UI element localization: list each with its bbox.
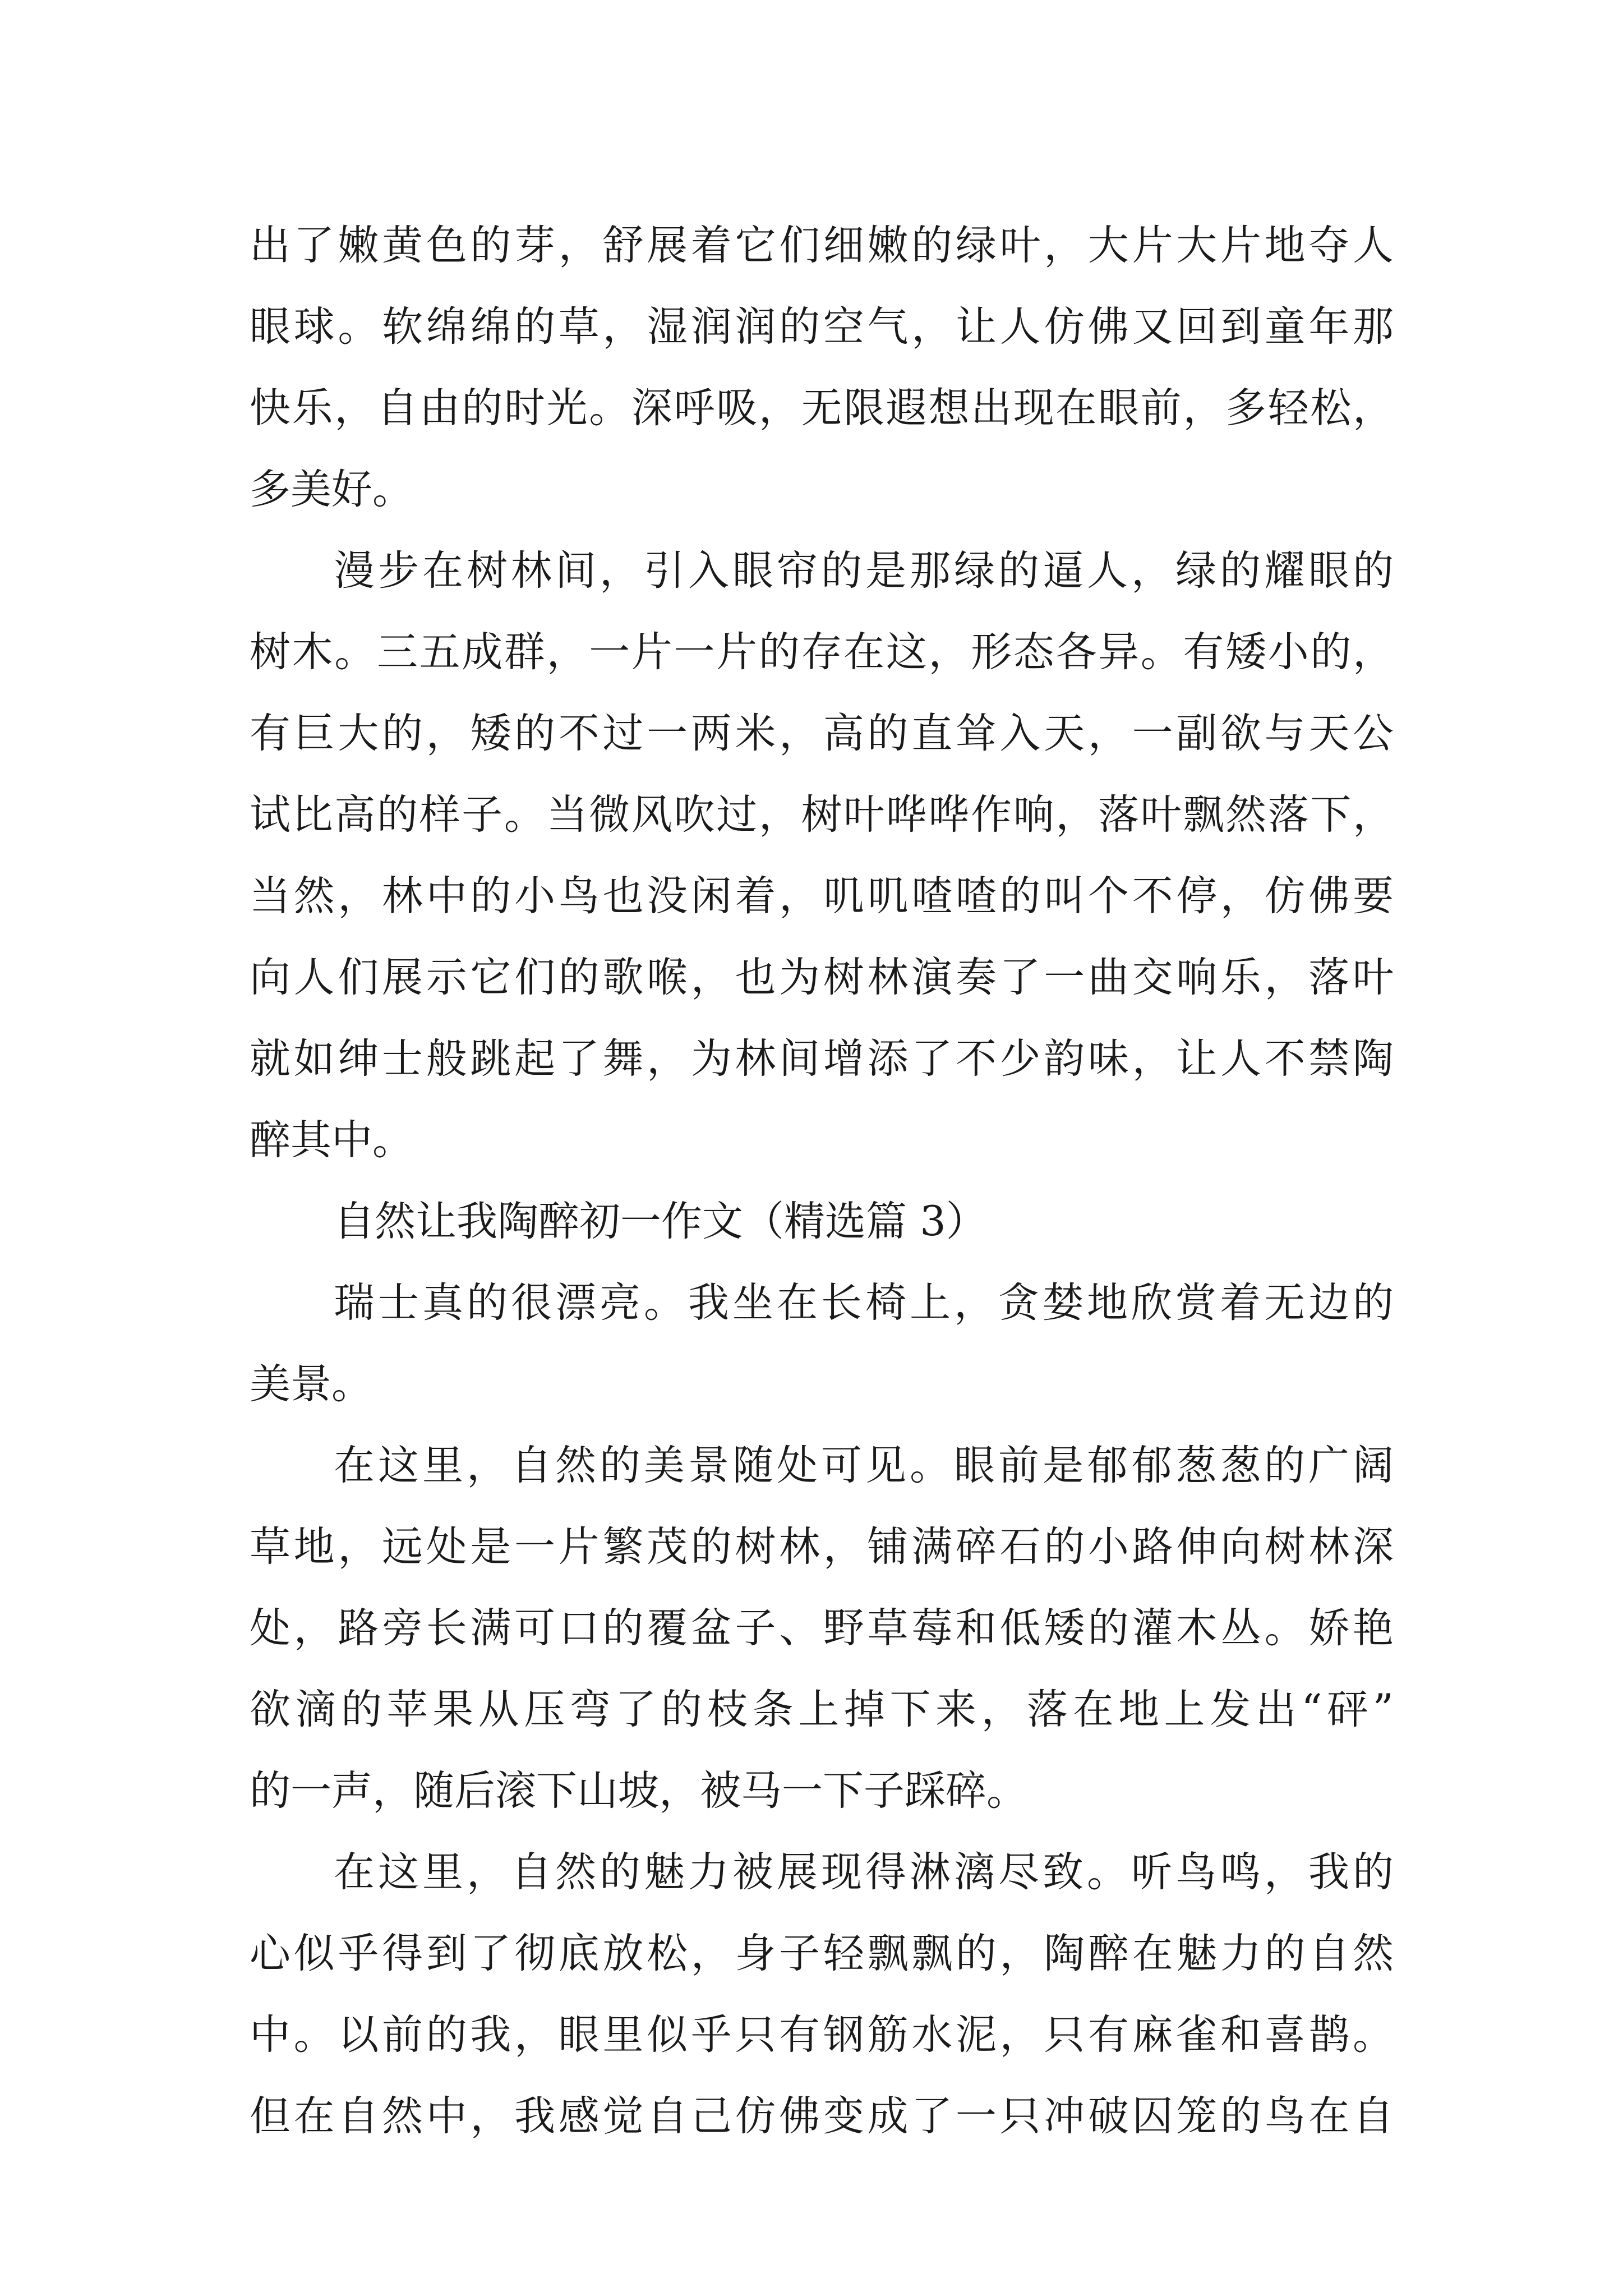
text-line: 在这里，自然的美景随处可见。眼前是郁郁葱葱的广阔 (334, 1442, 1394, 1489)
text-line: 向人们展示它们的歌喉，也为树林演奏了一曲交响乐，落叶 (250, 954, 1394, 1001)
text-line: 美景。 (250, 1360, 372, 1408)
text-line: 试比高的样子。当微风吹过，树叶哗哗作响，落叶飘然落下， (250, 791, 1394, 839)
text-line: 处，路旁长满可口的覆盆子、野草莓和低矮的灌木丛。娇艳 (250, 1604, 1394, 1652)
text-line: 漫步在树林间，引入眼帘的是那绿的逼人，绿的耀眼的 (334, 547, 1394, 595)
text-line: 树木。三五成群，一片一片的存在这，形态各异。有矮小的， (250, 628, 1394, 676)
text-line: 就如绅士般跳起了舞，为林间增添了不少韵味，让人不禁陶 (250, 1035, 1394, 1083)
text-line: 在这里，自然的魅力被展现得淋漓尽致。听鸟鸣，我的 (334, 1848, 1394, 1896)
body-text (250, 205, 1394, 2157)
text-line: 快乐，自由的时光。深呼吸，无限遐想出现在眼前，多轻松， (250, 384, 1394, 432)
text-line: 但在自然中，我感觉自己仿佛变成了一只冲破囚笼的鸟在自 (250, 2092, 1394, 2140)
text-line: 心似乎得到了彻底放松，身子轻飘飘的，陶醉在魅力的自然 (250, 1930, 1394, 1977)
text-line: 瑞士真的很漂亮。我坐在长椅上，贪婪地欣赏着无边的 (334, 1279, 1394, 1327)
text-line: 草地，远处是一片繁茂的树林，铺满碎石的小路伸向树林深 (250, 1523, 1394, 1571)
text-line: 出了嫩黄色的芽，舒展着它们细嫩的绿叶，大片大片地夺人 (250, 222, 1394, 269)
section-heading: 自然让我陶醉初一作文（精选篇 3） (334, 1198, 987, 1245)
text-line: 多美好。 (250, 466, 413, 513)
text-line: 当然，林中的小鸟也没闲着，叽叽喳喳的叫个不停，仿佛要 (250, 872, 1394, 920)
text-line: 的一声，随后滚下山坡，被马一下子踩碎。 (250, 1767, 1027, 1815)
text-line: 醉其中。 (250, 1116, 413, 1164)
text-line: 中。以前的我，眼里似乎只有钢筋水泥，只有麻雀和喜鹊。 (250, 2011, 1394, 2059)
text-line: 有巨大的，矮的不过一两米，高的直耸入天，一副欲与天公 (250, 710, 1394, 757)
text-line: 欲滴的苹果从压弯了的枝条上掉下来，落在地上发出“砰” (250, 1686, 1394, 1733)
text-line: 眼球。软绵绵的草，湿润润的空气，让人仿佛又回到童年那 (250, 303, 1394, 351)
